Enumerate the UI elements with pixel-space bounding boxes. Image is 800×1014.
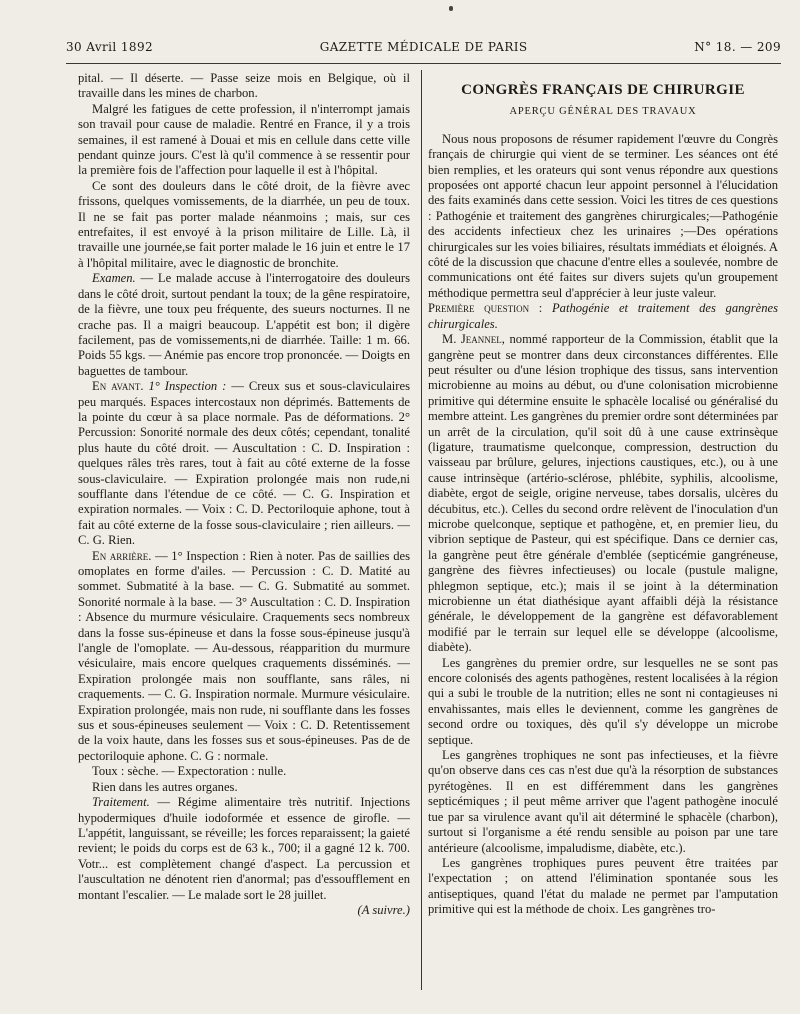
left-column	[78, 71, 410, 1006]
left-paragraph: pital. — Il déserte. — Passe seize mois en Belgique, où il travaille dans les mines de charbon.	[78, 71, 410, 101]
article-title: CONGRÈS FRANÇAIS DE CHIRURGIE	[461, 82, 745, 98]
toux-paragraph: Toux : sèche. — Expectoration : nulle.	[92, 764, 287, 779]
en-arriere-paragraph	[78, 549, 410, 765]
question-label: Première question :	[428, 301, 543, 316]
right-column	[428, 71, 778, 1006]
traitement-label: Traitement.	[92, 795, 150, 810]
examen-text: — Le malade accuse à l'interrogatoire des douleurs dans le côté droit, surtout pendant la toux; de la gêne respiratoire, de la fièvre, une toux peu fréquente, des sueurs nocturnes. Il ne crache pas. Il a maigri beaucoup. L'appétit est bon; il digère facilement, pas de vomissements,ni de diarrhée. Taille: 1 m. 66. Poids 55 kgs. — Anémie pas encore trop prononcée. — Doigts en baguettes de tambour.	[78, 271, 410, 378]
right-paragraph: Les gangrènes trophiques ne sont pas infectieuses, et la fièvre qu'on observe dans ces cas n'est due qu'à la résorption de substances pyrétogènes. Il en est différemment dans les gangrènes septicémiques ; il peut même arriver que l'agent pathogène inoculé tue par sa virulence avant qu'il ait déterminé le sphacèle (charbon), surtout si l'organisme a été rendu sensible au poison par une tare antérieure (alcoolisme, impaludisme, diabète, etc.).	[428, 748, 778, 855]
jeannel-name: M. Jeannel,	[442, 332, 505, 347]
examen-label: Examen.	[92, 271, 136, 286]
header-journal-title: GAZETTE MÉDICALE DE PARIS	[319, 40, 528, 54]
en-arriere-text: — 1° Inspection : Rien à noter. Pas de saillies des omoplates en forme d'ailes. — Percussion : C. D. Matité au sommet. Submatité à la base. — C. G. Submatité au sommet. Sonorité normale à la base. — 3° Auscultation : C. D. Inspiration : Absence du murmure vésiculaire. Craquements secs nombreux dans la fosse sus-épineuse et dans la fosse sous-épineuse jusqu'à l'angle de l'omoplate. — Au-dessous, réapparition du murmure vésiculaire, mais encore quelques craquements disséminés. — Expiration prolongée mais non soufflante, sans râles, ni craquements. — C. G. Inspiration normale. Murmure vésiculaire. Expiration prolongée, mais non rude, ni soufflante dans les fosses sus et sous-épineuses seulement — Voix : C. D. Retentissement de la voix haute, dans les fosses sus et sous-épineuses. Pas de de pectoriloquie aphone. C. G : normale.	[78, 548, 410, 763]
left-paragraph: Malgré les fatigues de cette profession, il n'interrompt jamais son travail pour cause de maladie. Rentré en France, il y a trois semaines, il est ramené à Douai et mis en cellule dans cette ville pendant quinze jours. C'est là qu'il commence à se ressentir pour la première fois de l'affection pour laquelle il est à l'hôpital.	[78, 101, 410, 178]
jeannel-text: nommé rapporteur de la Commission, établit que la gangrène peut se montrer dans deux circonstances différentes. Elle peut résulter ou d'une lésion trophique des tissus, sans intervention microbienne au moins au début, ou d'une colonisation microbienne primitive qui détermine ensuite le sphacèle localisé ou généralisé du membre atteint. Les gangrènes du premier ordre sont déterminées par un arrêt de la circulation, qu'il soit dû à une cause extrinsèque (ligature, traumatisme quelconque, compression, destruction du vaisseau par brûlure, gelures, injections caustiques, etc.), ou à une cause intrinsèque (artério-sclérose, phlébite, syphilis, alcoolisme, diabète, ergot de seigle, origine nerveuse, tabes dorsalis, ulcères du décubitus, etc.). Celles du second ordre relèvent de l'inoculation d'un microbe quelconque, septique et pathogène, et, en premier lieu, du vibrion septique de Pasteur, qui est spécifique. Dans ce dernier cas, la gangrène peut être générale d'emblée (septicémie gangréneuse, gangrène des fièvres infectieuses) ou locale (pustule maligne, phlegmon septique, etc.); mais il se joint à la détermination microbienne un état diathésique ayant affaibli déjà la résistance générale, le développement de la gangrène est défavorablement modifié par le terrain sur lequel elle se développe (alcoolisme, diabète).	[428, 332, 778, 655]
header-date: 30 Avril 1892	[66, 40, 154, 54]
question-title: Pathogénie et traitement des gangrènes chirurgicales.	[428, 301, 778, 331]
traitement-paragraph	[78, 795, 410, 903]
en-avant-label: En avant.	[92, 379, 144, 394]
article-intro: Nous nous proposons de résumer rapidement l'œuvre du Congrès français de chirurgie qui vient de se terminer. Les séances ont été bien remplies, et les orateurs qui sont venus répondre aux questions proposées ont apporté chacun leur appoint personnel à l'élucidation des faits examinés dans cette session. Voici les titres de ces questions : Pathogénie et traitement des gangrènes chirurgicales;—Pathogénie des accidents infectieux chez les urinaires ;—Des opérations chirurgicales sur les voies biliaires, résultats immédiats et éloignés. A côté de la discussion que chacune d'entre elles a soulevée, nombre de communications ont été faites sur divers sujets qu'un groupement méthodique permettra seul d'apprécier à leur juste valeur.	[428, 131, 778, 300]
en-avant-sub: 1° Inspection :	[148, 379, 227, 394]
right-paragraph: Les gangrènes trophiques pures peuvent être traitées par l'expectation ; on attend l'élimination spontanée sous les antiseptiques, quand l'état du malade ne permet par l'amputation primitive qui est la méthode de choix. Les gangrènes tro-	[428, 855, 778, 917]
page-header	[66, 40, 781, 60]
right-paragraph: Les gangrènes du premier ordre, sur lesquelles ne se sont pas encore colonisés des agents pathogènes, restent localisées à la région qui a subi le trouble de la nutrition; elles ne sont ni contagieuses ni envahissantes, mais elles le deviennent, comme les gangrènes de second ordre ou toxiques, dès qu'il s'y développe un microbe septique.	[428, 655, 778, 747]
left-paragraph: Ce sont des douleurs dans le côté droit, de la fièvre avec frissons, quelques vomissements, de la diarrhée, un peu de toux. Il ne se fait pas porter malade néanmoins ; mais, sur ces entrefaites, il est envoyé à la prison militaire de Lille. Là, il travaille une journée,se fait porter malade le 16 juin et entre le 17 à l'hôpital militaire, avec le diagnostic de bronchite.	[78, 178, 410, 270]
examen-paragraph	[78, 271, 410, 379]
column-divider	[421, 70, 422, 990]
question-heading	[428, 301, 778, 332]
header-rule	[66, 63, 781, 64]
rien-paragraph: Rien dans les autres organes.	[92, 779, 238, 794]
traitement-text: — Régime alimentaire très nutritif. Injections hypodermiques d'huile iodoformée et essence de girofle. — L'appétit, languissant, se réveille; les forces reparaissent; la gaieté revient; le poids du corps est de 63 k., 700; il a gagné 12 k. 700. Votr... est complètement changé d'aspect. La percussion et l'auscultation ne dénotent rien d'anormal; pas d'essoufflement en montant l'escalier. — Le malade sort le 28 juillet.	[78, 795, 410, 902]
article-subtitle: APERÇU GÉNÉRAL DES TRAVAUX	[509, 106, 697, 118]
jeannel-paragraph	[428, 332, 778, 656]
en-avant-text: — Creux sus et sous-claviculaires peu marqués. Espaces intercostaux non déprimés. Battements de la pointe du cœur à sa place normale. Pas de déformations. 2° Percussion: Sonorité normale des deux côtés; cependant, tonalité plus haute du côté droit. — Auscultation : C. D. Inspiration : quelques râles très rares, tout à fait au côté externe de la fosse sous-claviculaire. — Expiration prolongée mais non rude,ni soufflante dans l'étendue de ce côté. — C. G. Inspiration et expiration normales. — Voix : C. D. Pectoriloquie aphone, tout à fait au côté externe de la fosse sous-claviculaire ; rien ailleurs. — C. G. Rien.	[78, 379, 410, 548]
header-issue-number: N° 18. — 209	[694, 40, 781, 54]
en-arriere-label: En arrière.	[92, 548, 152, 563]
en-avant-paragraph	[78, 379, 410, 548]
ink-speck	[449, 6, 453, 11]
a-suivre-note: (A suivre.)	[357, 902, 410, 917]
